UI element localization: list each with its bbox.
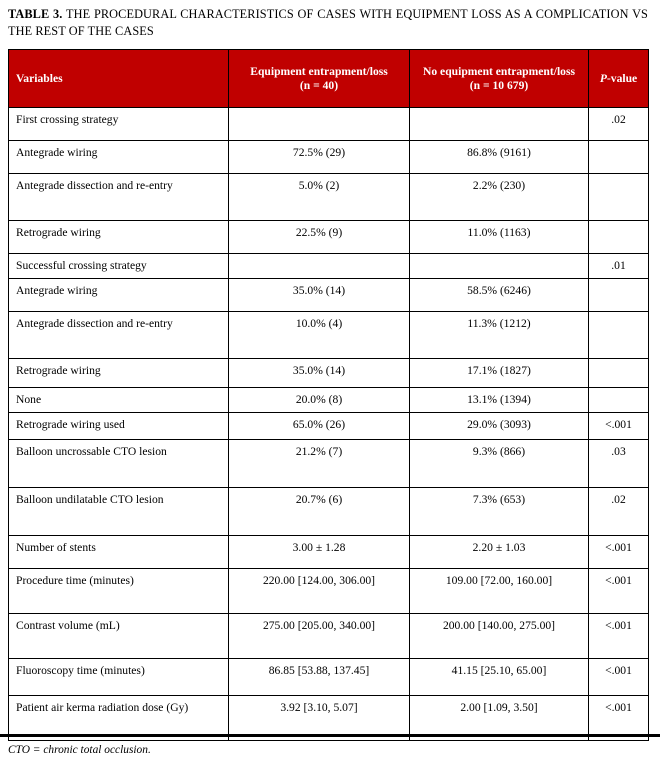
row-p-value: <.001 <box>589 614 649 659</box>
column-header-group1-title: Equipment entrapment/loss <box>250 64 388 78</box>
row-p-value: <.001 <box>589 569 649 614</box>
row-variable-label: Retrograde wiring <box>9 359 229 388</box>
row-group2-value <box>410 108 589 141</box>
table-row <box>9 279 649 312</box>
row-variable-label: Patient air kerma radiation dose (Gy) <box>9 696 229 741</box>
table-row <box>9 614 649 659</box>
row-variable-label: Procedure time (minutes) <box>9 569 229 614</box>
row-group1-value: 5.0% (2) <box>229 174 410 221</box>
row-p-value: .02 <box>589 108 649 141</box>
row-group1-value: 20.0% (8) <box>229 388 410 413</box>
row-p-value: .03 <box>589 440 649 488</box>
row-group1-value: 20.7% (6) <box>229 488 410 536</box>
row-group2-value <box>410 254 589 279</box>
row-group2-value: 200.00 [140.00, 275.00] <box>410 614 589 659</box>
row-group2-value: 13.1% (1394) <box>410 388 589 413</box>
row-group1-value: 3.00 ± 1.28 <box>229 536 410 569</box>
row-group1-value: 10.0% (4) <box>229 312 410 359</box>
table-row <box>9 141 649 174</box>
table-number: TABLE 3. <box>8 7 63 21</box>
row-variable-label: Balloon undilatable CTO lesion <box>9 488 229 536</box>
row-group1-value: 220.00 [124.00, 306.00] <box>229 569 410 614</box>
column-header-variables: Variables <box>9 50 229 108</box>
row-p-value <box>589 174 649 221</box>
row-variable-label: Fluoroscopy time (minutes) <box>9 659 229 696</box>
row-variable-label: Retrograde wiring used <box>9 413 229 440</box>
table-caption <box>8 6 648 40</box>
row-p-value: .02 <box>589 488 649 536</box>
row-group1-value <box>229 108 410 141</box>
row-group1-value: 3.92 [3.10, 5.07] <box>229 696 410 741</box>
row-group1-value: 275.00 [205.00, 340.00] <box>229 614 410 659</box>
row-variable-label: Retrograde wiring <box>9 221 229 254</box>
row-p-value: <.001 <box>589 696 649 741</box>
table-row <box>9 108 649 141</box>
row-group2-value: 2.2% (230) <box>410 174 589 221</box>
row-group2-value: 17.1% (1827) <box>410 359 589 388</box>
row-group2-value: 9.3% (866) <box>410 440 589 488</box>
row-group2-value: 86.8% (9161) <box>410 141 589 174</box>
table-row <box>9 174 649 221</box>
bottom-rule <box>0 734 660 737</box>
row-group1-value: 65.0% (26) <box>229 413 410 440</box>
row-variable-label: Antegrade dissection and re-entry <box>9 174 229 221</box>
table-footnote: CTO = chronic total occlusion. <box>8 744 151 756</box>
row-group2-value: 29.0% (3093) <box>410 413 589 440</box>
row-group1-value: 21.2% (7) <box>229 440 410 488</box>
row-p-value <box>589 141 649 174</box>
p-value-suffix: -value <box>606 71 638 85</box>
row-p-value: <.001 <box>589 659 649 696</box>
row-p-value <box>589 312 649 359</box>
column-header-p-value <box>589 50 649 108</box>
table-caption-text: THE PROCEDURAL CHARACTERISTICS OF CASES WITH EQUIPMENT LOSS AS A COMPLICATION VS THE REST OF THE CASES <box>8 7 648 38</box>
row-group2-value: 41.15 [25.10, 65.00] <box>410 659 589 696</box>
column-header-group2-title: No equipment entrapment/loss <box>422 64 575 78</box>
row-p-value <box>589 279 649 312</box>
row-group2-value: 11.3% (1212) <box>410 312 589 359</box>
row-p-value <box>589 221 649 254</box>
table-row <box>9 388 649 413</box>
procedural-characteristics-table <box>8 49 649 741</box>
table-row <box>9 221 649 254</box>
row-p-value: <.001 <box>589 413 649 440</box>
row-variable-label: Antegrade dissection and re-entry <box>9 312 229 359</box>
table-row <box>9 488 649 536</box>
row-group1-value: 86.85 [53.88, 137.45] <box>229 659 410 696</box>
table-row <box>9 536 649 569</box>
row-p-value <box>589 388 649 413</box>
table-row <box>9 312 649 359</box>
row-variable-label: Antegrade wiring <box>9 141 229 174</box>
row-p-value: <.001 <box>589 536 649 569</box>
column-header-group2-n: (n = 10 679) <box>469 78 529 92</box>
row-p-value <box>589 359 649 388</box>
table-header <box>9 50 649 108</box>
row-p-value: .01 <box>589 254 649 279</box>
row-group2-value: 7.3% (653) <box>410 488 589 536</box>
table-row <box>9 569 649 614</box>
row-variable-label: Antegrade wiring <box>9 279 229 312</box>
table-container <box>8 49 648 741</box>
column-header-no-equipment-entrapment-loss <box>410 50 589 108</box>
column-header-equipment-entrapment-loss <box>229 50 410 108</box>
row-group2-value: 109.00 [72.00, 160.00] <box>410 569 589 614</box>
header-row <box>9 50 649 108</box>
row-variable-label: Contrast volume (mL) <box>9 614 229 659</box>
row-variable-label: First crossing strategy <box>9 108 229 141</box>
row-group1-value: 35.0% (14) <box>229 359 410 388</box>
row-variable-label: None <box>9 388 229 413</box>
row-group1-value: 72.5% (29) <box>229 141 410 174</box>
table-row <box>9 413 649 440</box>
p-value-italic-p: P <box>599 71 607 85</box>
table-row <box>9 254 649 279</box>
row-variable-label: Balloon uncrossable CTO lesion <box>9 440 229 488</box>
row-group1-value: 35.0% (14) <box>229 279 410 312</box>
row-group2-value: 2.00 [1.09, 3.50] <box>410 696 589 741</box>
row-variable-label: Number of stents <box>9 536 229 569</box>
row-group2-value: 11.0% (1163) <box>410 221 589 254</box>
row-variable-label: Successful crossing strategy <box>9 254 229 279</box>
table-row <box>9 659 649 696</box>
row-group2-value: 58.5% (6246) <box>410 279 589 312</box>
table-row <box>9 440 649 488</box>
row-group2-value: 2.20 ± 1.03 <box>410 536 589 569</box>
table-row <box>9 359 649 388</box>
column-header-group1-n: (n = 40) <box>299 78 339 92</box>
row-group1-value <box>229 254 410 279</box>
table-page <box>0 6 660 756</box>
row-group1-value: 22.5% (9) <box>229 221 410 254</box>
table-body <box>9 108 649 741</box>
